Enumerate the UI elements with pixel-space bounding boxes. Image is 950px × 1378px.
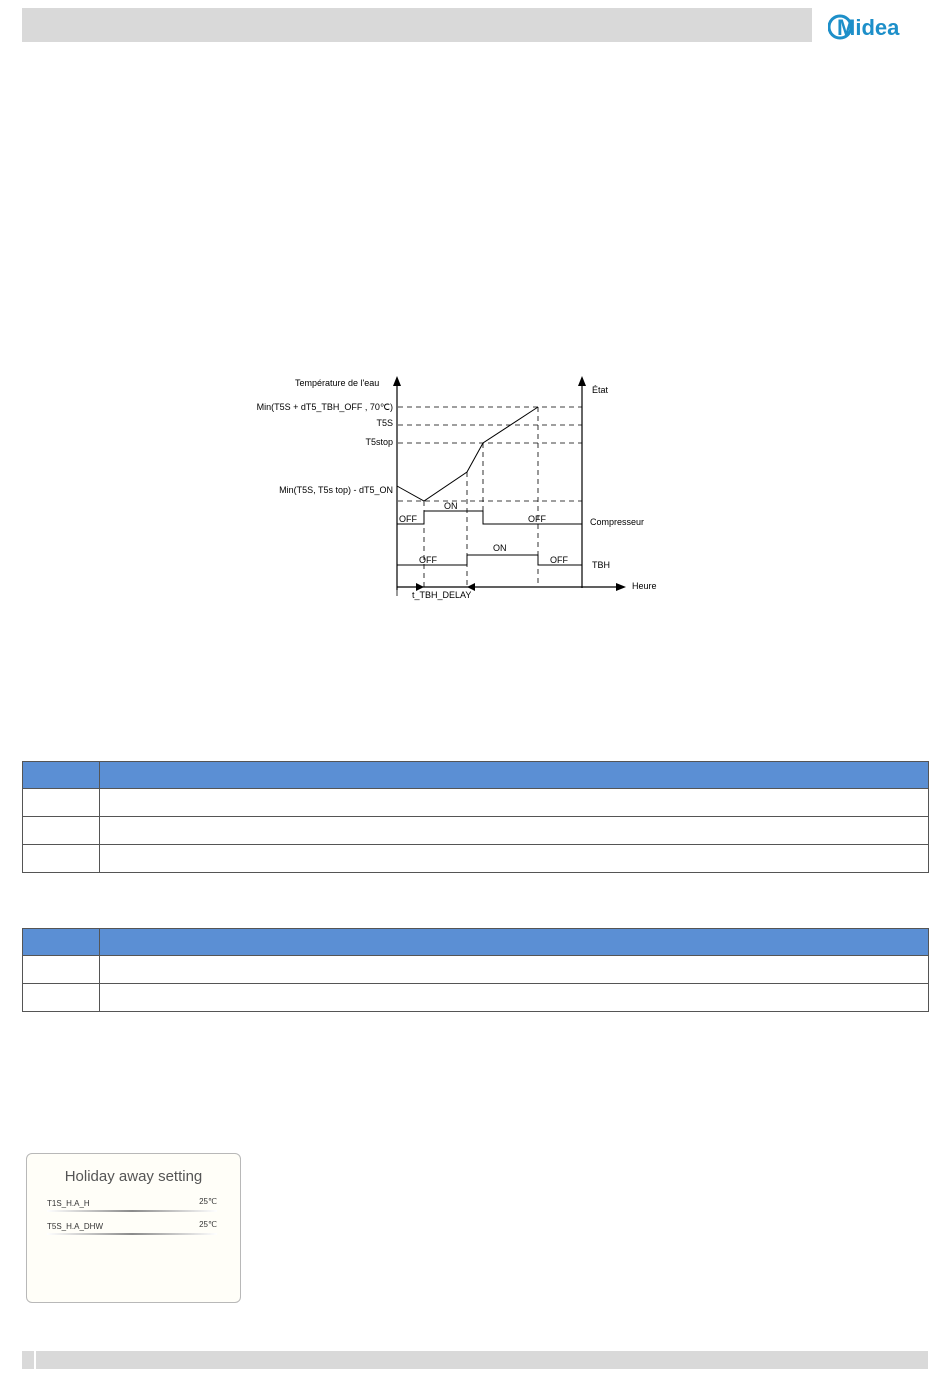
level-label-max: Min(T5S + dT5_TBH_OFF , 70℃) (256, 402, 393, 412)
setting-value[interactable]: 25℃ (199, 1197, 217, 1206)
tbh-off-2: OFF (550, 555, 568, 565)
table-cell (23, 956, 100, 984)
table-row (23, 789, 929, 817)
level-label-t5stop: T5stop (365, 437, 393, 447)
table-cell (23, 817, 100, 845)
header-bar (22, 8, 812, 42)
table-header-cell (100, 929, 929, 956)
compressor-off-1: OFF (399, 514, 417, 524)
table-cell (100, 845, 929, 873)
midea-logo (828, 6, 928, 46)
table-header-cell (23, 762, 100, 789)
divider (47, 1233, 217, 1235)
table-cell (100, 984, 929, 1012)
divider (47, 1210, 217, 1212)
table-cell (100, 789, 929, 817)
tbh-off-1: OFF (419, 555, 437, 565)
footer-bar (22, 1351, 928, 1369)
compressor-off-2: OFF (528, 514, 546, 524)
table-header-row (23, 762, 929, 789)
level-label-min: Min(T5S, T5s top) - dT5_ON (279, 485, 393, 495)
table-cell (100, 956, 929, 984)
table-cell (23, 845, 100, 873)
table-row (23, 956, 929, 984)
table-row (23, 817, 929, 845)
table-row (23, 984, 929, 1012)
table-cell (100, 817, 929, 845)
table-header-cell (23, 929, 100, 956)
setting-value[interactable]: 25℃ (199, 1220, 217, 1229)
parameter-table-2 (22, 928, 929, 1012)
setting-label: T5S_H.A_DHW (47, 1222, 104, 1231)
holiday-away-panel (26, 1153, 241, 1303)
panel-title: Holiday away setting (64, 1168, 203, 1185)
setting-label: T1S_H.A_H (47, 1199, 90, 1208)
table-row (23, 845, 929, 873)
compressor-on: ON (444, 501, 458, 511)
tbh-label: TBH (592, 560, 610, 570)
table-header-cell (100, 762, 929, 789)
table-cell (23, 789, 100, 817)
right-axis-title: État (592, 385, 609, 395)
tbh-on: ON (493, 543, 507, 553)
table-header-row (23, 929, 929, 956)
delay-label: t_TBH_DELAY (412, 590, 472, 600)
compressor-label: Compresseur (590, 517, 645, 527)
table-cell (23, 984, 100, 1012)
x-axis-title: Heure (632, 581, 657, 591)
parameter-table-1 (22, 761, 929, 873)
level-label-t5s: T5S (376, 418, 393, 428)
left-axis-title: Température de l'eau (295, 378, 380, 388)
brand-text: Midea (837, 15, 900, 40)
operation-diagram (220, 370, 680, 605)
